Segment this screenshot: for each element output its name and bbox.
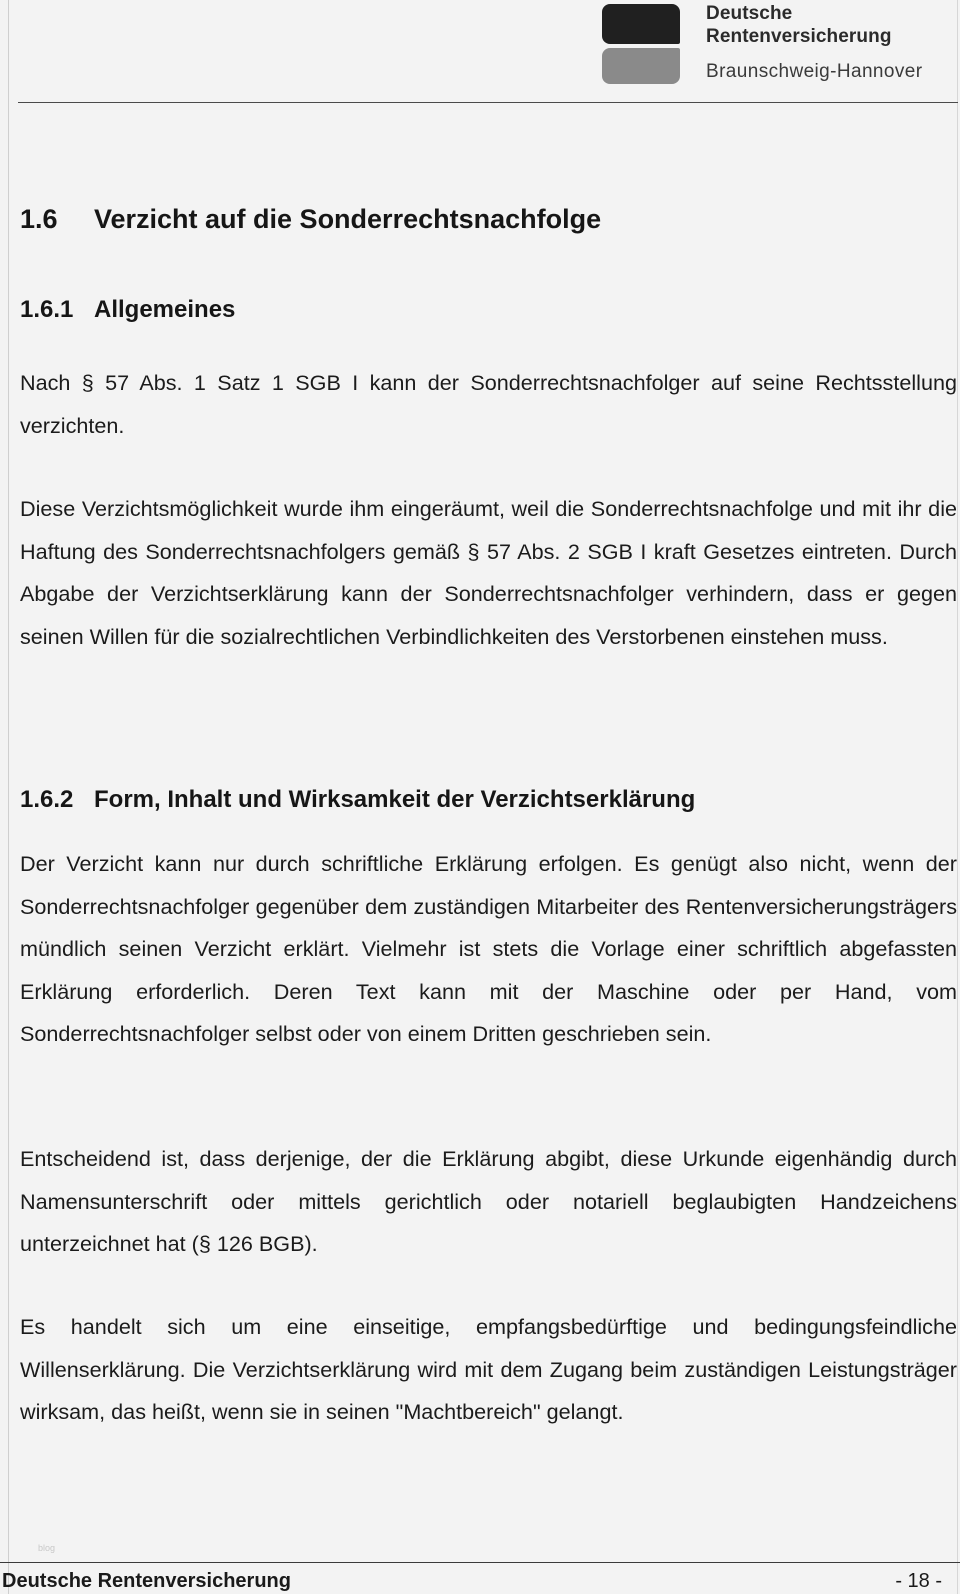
paragraph-2: Diese Verzichtsmöglichkeit wurde ihm eingeräumt, weil die Sonderrechtsnachfolge und mit ihr die Haftung des Sonderrechtsnachfolgers gemäß § 57 Abs. 2 SGB I kraft Gesetzes eintreten. Durch Abgabe der Verzichtserklärung kann der Sonderrechtsnachfolger verhindern, dass er gegen seinen Willen für die sozialrechtlichen Verbindlichkeiten des Verstorbenen einstehen muss. [20, 496, 957, 649]
brand-region: Braunschweig-Hannover [706, 61, 923, 82]
page-border-left [8, 0, 9, 1594]
section-title: Verzicht auf die Sonderrechtsnachfolge [94, 204, 602, 234]
section-title: Allgemeines [94, 296, 236, 323]
footer-watermark: blog [38, 1543, 56, 1553]
section-heading-1-6-1 [20, 295, 235, 325]
section-number: 1.6.1 [20, 296, 74, 323]
section-heading-1-6 [20, 202, 601, 236]
brand-line-1: Deutsche [706, 3, 793, 24]
paragraph-5: Es handelt sich um eine einseitige, empfangsbedürftige und bedingungsfeindliche Willenserklärung. Die Verzichtserklärung wird mit dem Zugang beim zuständigen Leistungsträger wirksam, das heißt, wenn sie in seinen "Machtbereich" gelangt. [20, 1314, 957, 1424]
paragraph-4: Entscheidend ist, dass derjenige, der die Erklärung abgibt, diese Urkunde eigenhändig durch Namensunterschrift oder mittels gerichtlich oder notariell beglaubigten Handzeichens unterzeichnet hat (§ 126 BGB). [20, 1146, 957, 1256]
section-heading-1-6-2 [20, 785, 695, 815]
footer-title: Deutsche Rentenversicherung [2, 1570, 291, 1592]
footer-divider [0, 1562, 960, 1563]
drv-logo [602, 4, 680, 84]
logo-bar-grey [602, 48, 680, 84]
section-number: 1.6.2 [20, 786, 74, 813]
page-number: - 18 - [895, 1570, 942, 1592]
section-title: Form, Inhalt und Wirksamkeit der Verzichtserklärung [94, 786, 696, 813]
paragraph-3: Der Verzicht kann nur durch schriftliche Erklärung erfolgen. Es genügt also nicht, wenn der Sonderrechtsnachfolger gegenüber dem zuständigen Mitarbeiter des Rentenversicherungsträgers mündlich seinen Verzicht erklärt. Vielmehr ist stets die Vorlage einer schriftlich abgefassten Erklärung erforderlich. Deren Text kann mit der Maschine oder per Hand, vom Sonderrechtsnachfolger selbst oder von einem Dritten geschrieben sein. [20, 851, 957, 1046]
section-number: 1.6 [20, 204, 58, 234]
brand-line-2: Rentenversicherung [706, 26, 892, 47]
brand-wordmark [706, 2, 956, 84]
page-border-right [957, 0, 958, 1594]
header-divider [18, 102, 958, 103]
logo-bar-dark [602, 4, 680, 44]
paragraph-1: Nach § 57 Abs. 1 Satz 1 SGB I kann der Sonderrechtsnachfolger auf seine Rechtsstellung verzichten. [20, 370, 957, 438]
